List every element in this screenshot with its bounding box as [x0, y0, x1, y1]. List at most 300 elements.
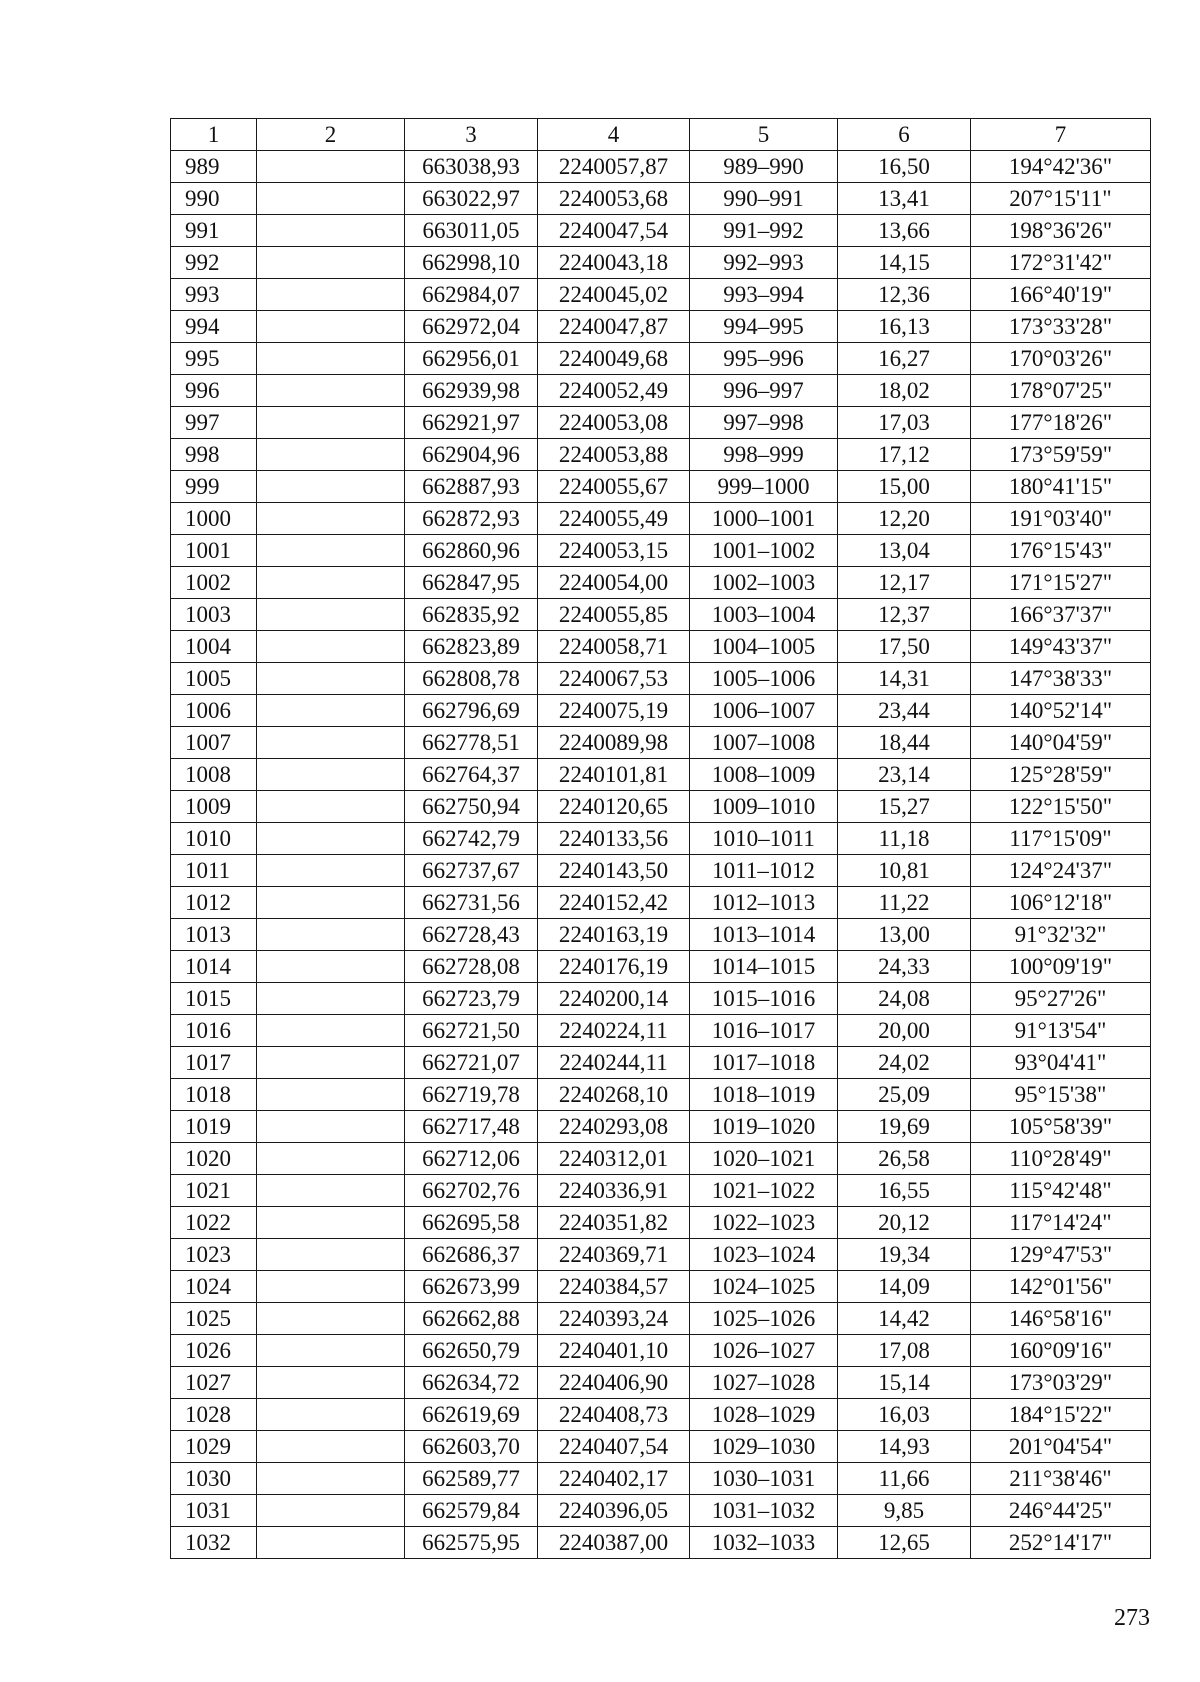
cell-column-2 — [257, 823, 405, 855]
cell-column-2 — [257, 1207, 405, 1239]
cell-column-2 — [257, 183, 405, 215]
cell-x-coordinate: 662619,69 — [405, 1399, 538, 1431]
table-row — [171, 1015, 1151, 1047]
cell-bearing: 125°28'59" — [971, 759, 1151, 791]
cell-x-coordinate: 662764,37 — [405, 759, 538, 791]
cell-bearing: 177°18'26" — [971, 407, 1151, 439]
table-row — [171, 823, 1151, 855]
cell-y-coordinate: 2240293,08 — [538, 1111, 690, 1143]
cell-x-coordinate: 662728,08 — [405, 951, 538, 983]
cell-column-2 — [257, 247, 405, 279]
table-row — [171, 247, 1151, 279]
cell-y-coordinate: 2240053,08 — [538, 407, 690, 439]
cell-y-coordinate: 2240393,24 — [538, 1303, 690, 1335]
cell-x-coordinate: 662872,93 — [405, 503, 538, 535]
cell-column-2 — [257, 983, 405, 1015]
cell-y-coordinate: 2240351,82 — [538, 1207, 690, 1239]
table-row — [171, 1335, 1151, 1367]
cell-distance: 12,65 — [838, 1527, 971, 1559]
cell-column-2 — [257, 1079, 405, 1111]
cell-y-coordinate: 2240312,01 — [538, 1143, 690, 1175]
cell-segment: 1016–1017 — [690, 1015, 838, 1047]
cell-point-number: 1004 — [171, 631, 257, 663]
cell-distance: 12,37 — [838, 599, 971, 631]
cell-x-coordinate: 662575,95 — [405, 1527, 538, 1559]
cell-x-coordinate: 662712,06 — [405, 1143, 538, 1175]
cell-y-coordinate: 2240244,11 — [538, 1047, 690, 1079]
cell-point-number: 1015 — [171, 983, 257, 1015]
cell-segment: 996–997 — [690, 375, 838, 407]
cell-x-coordinate: 662579,84 — [405, 1495, 538, 1527]
cell-point-number: 997 — [171, 407, 257, 439]
cell-segment: 1006–1007 — [690, 695, 838, 727]
cell-segment: 994–995 — [690, 311, 838, 343]
cell-x-coordinate: 662847,95 — [405, 567, 538, 599]
cell-column-2 — [257, 695, 405, 727]
cell-segment: 1015–1016 — [690, 983, 838, 1015]
table-row — [171, 919, 1151, 951]
cell-distance: 17,50 — [838, 631, 971, 663]
table-row — [171, 983, 1151, 1015]
cell-distance: 16,13 — [838, 311, 971, 343]
cell-distance: 15,14 — [838, 1367, 971, 1399]
cell-point-number: 1030 — [171, 1463, 257, 1495]
table-row — [171, 343, 1151, 375]
cell-y-coordinate: 2240268,10 — [538, 1079, 690, 1111]
cell-y-coordinate: 2240067,53 — [538, 663, 690, 695]
cell-segment: 1000–1001 — [690, 503, 838, 535]
cell-x-coordinate: 662719,78 — [405, 1079, 538, 1111]
cell-column-2 — [257, 279, 405, 311]
cell-column-2 — [257, 215, 405, 247]
cell-x-coordinate: 662939,98 — [405, 375, 538, 407]
cell-y-coordinate: 2240387,00 — [538, 1527, 690, 1559]
table-row — [171, 1207, 1151, 1239]
cell-segment: 1005–1006 — [690, 663, 838, 695]
cell-segment: 990–991 — [690, 183, 838, 215]
cell-x-coordinate: 662717,48 — [405, 1111, 538, 1143]
table-row — [171, 1495, 1151, 1527]
table-row — [171, 471, 1151, 503]
cell-x-coordinate: 662728,43 — [405, 919, 538, 951]
table-row — [171, 407, 1151, 439]
cell-x-coordinate: 662589,77 — [405, 1463, 538, 1495]
cell-x-coordinate: 662921,97 — [405, 407, 538, 439]
cell-segment: 1011–1012 — [690, 855, 838, 887]
cell-y-coordinate: 2240407,54 — [538, 1431, 690, 1463]
cell-bearing: 124°24'37" — [971, 855, 1151, 887]
table-row — [171, 631, 1151, 663]
cell-column-2 — [257, 1335, 405, 1367]
cell-segment: 1017–1018 — [690, 1047, 838, 1079]
column-header-6: 6 — [838, 119, 971, 151]
cell-segment: 1025–1026 — [690, 1303, 838, 1335]
cell-column-2 — [257, 535, 405, 567]
cell-segment: 993–994 — [690, 279, 838, 311]
cell-y-coordinate: 2240053,15 — [538, 535, 690, 567]
cell-y-coordinate: 2240057,87 — [538, 151, 690, 183]
cell-distance: 20,12 — [838, 1207, 971, 1239]
cell-bearing: 211°38'46" — [971, 1463, 1151, 1495]
cell-distance: 24,08 — [838, 983, 971, 1015]
cell-segment: 1008–1009 — [690, 759, 838, 791]
cell-distance: 16,27 — [838, 343, 971, 375]
cell-point-number: 1006 — [171, 695, 257, 727]
cell-bearing: 246°44'25" — [971, 1495, 1151, 1527]
cell-point-number: 996 — [171, 375, 257, 407]
cell-segment: 1026–1027 — [690, 1335, 838, 1367]
cell-bearing: 146°58'16" — [971, 1303, 1151, 1335]
cell-column-2 — [257, 599, 405, 631]
cell-x-coordinate: 662778,51 — [405, 727, 538, 759]
cell-distance: 11,18 — [838, 823, 971, 855]
cell-x-coordinate: 663011,05 — [405, 215, 538, 247]
cell-distance: 10,81 — [838, 855, 971, 887]
cell-y-coordinate: 2240176,19 — [538, 951, 690, 983]
cell-distance: 15,00 — [838, 471, 971, 503]
table-row — [171, 215, 1151, 247]
cell-bearing: 106°12'18" — [971, 887, 1151, 919]
cell-distance: 14,93 — [838, 1431, 971, 1463]
column-header-3: 3 — [405, 119, 538, 151]
table-row — [171, 695, 1151, 727]
table-row — [171, 279, 1151, 311]
cell-bearing: 117°14'24" — [971, 1207, 1151, 1239]
cell-point-number: 1011 — [171, 855, 257, 887]
cell-point-number: 1016 — [171, 1015, 257, 1047]
cell-column-2 — [257, 503, 405, 535]
cell-segment: 1030–1031 — [690, 1463, 838, 1495]
cell-distance: 15,27 — [838, 791, 971, 823]
cell-point-number: 1014 — [171, 951, 257, 983]
cell-segment: 1031–1032 — [690, 1495, 838, 1527]
table-row — [171, 439, 1151, 471]
cell-bearing: 171°15'27" — [971, 567, 1151, 599]
cell-distance: 13,04 — [838, 535, 971, 567]
cell-point-number: 994 — [171, 311, 257, 343]
cell-segment: 1027–1028 — [690, 1367, 838, 1399]
cell-bearing: 142°01'56" — [971, 1271, 1151, 1303]
cell-y-coordinate: 2240089,98 — [538, 727, 690, 759]
cell-bearing: 173°03'29" — [971, 1367, 1151, 1399]
cell-point-number: 1028 — [171, 1399, 257, 1431]
cell-y-coordinate: 2240053,68 — [538, 183, 690, 215]
cell-x-coordinate: 662956,01 — [405, 343, 538, 375]
cell-point-number: 992 — [171, 247, 257, 279]
cell-segment: 1019–1020 — [690, 1111, 838, 1143]
cell-point-number: 995 — [171, 343, 257, 375]
column-header-1: 1 — [171, 119, 257, 151]
cell-point-number: 1007 — [171, 727, 257, 759]
cell-distance: 16,55 — [838, 1175, 971, 1207]
cell-segment: 1002–1003 — [690, 567, 838, 599]
cell-point-number: 1019 — [171, 1111, 257, 1143]
table-row — [171, 1239, 1151, 1271]
cell-point-number: 1003 — [171, 599, 257, 631]
cell-segment: 1021–1022 — [690, 1175, 838, 1207]
cell-x-coordinate: 662650,79 — [405, 1335, 538, 1367]
cell-bearing: 180°41'15" — [971, 471, 1151, 503]
cell-point-number: 1020 — [171, 1143, 257, 1175]
table-row — [171, 1079, 1151, 1111]
cell-x-coordinate: 662972,04 — [405, 311, 538, 343]
cell-y-coordinate: 2240047,54 — [538, 215, 690, 247]
cell-bearing: 252°14'17" — [971, 1527, 1151, 1559]
cell-distance: 14,42 — [838, 1303, 971, 1335]
cell-y-coordinate: 2240133,56 — [538, 823, 690, 855]
cell-distance: 12,36 — [838, 279, 971, 311]
cell-x-coordinate: 663022,97 — [405, 183, 538, 215]
cell-y-coordinate: 2240058,71 — [538, 631, 690, 663]
table-row — [171, 535, 1151, 567]
cell-bearing: 172°31'42" — [971, 247, 1151, 279]
cell-y-coordinate: 2240408,73 — [538, 1399, 690, 1431]
cell-y-coordinate: 2240049,68 — [538, 343, 690, 375]
cell-bearing: 117°15'09" — [971, 823, 1151, 855]
cell-y-coordinate: 2240052,49 — [538, 375, 690, 407]
cell-point-number: 1031 — [171, 1495, 257, 1527]
table-body — [171, 151, 1151, 1559]
cell-y-coordinate: 2240055,85 — [538, 599, 690, 631]
cell-x-coordinate: 662662,88 — [405, 1303, 538, 1335]
cell-segment: 1003–1004 — [690, 599, 838, 631]
cell-bearing: 201°04'54" — [971, 1431, 1151, 1463]
cell-point-number: 1024 — [171, 1271, 257, 1303]
cell-column-2 — [257, 1143, 405, 1175]
cell-bearing: 95°27'26" — [971, 983, 1151, 1015]
page-number: 273 — [1114, 1605, 1150, 1631]
cell-y-coordinate: 2240045,02 — [538, 279, 690, 311]
cell-column-2 — [257, 1527, 405, 1559]
cell-point-number: 990 — [171, 183, 257, 215]
cell-segment: 997–998 — [690, 407, 838, 439]
cell-bearing: 110°28'49" — [971, 1143, 1151, 1175]
cell-distance: 18,44 — [838, 727, 971, 759]
cell-column-2 — [257, 727, 405, 759]
cell-bearing: 129°47'53" — [971, 1239, 1151, 1271]
cell-bearing: 166°37'37" — [971, 599, 1151, 631]
cell-point-number: 1012 — [171, 887, 257, 919]
cell-x-coordinate: 663038,93 — [405, 151, 538, 183]
cell-column-2 — [257, 887, 405, 919]
cell-x-coordinate: 662823,89 — [405, 631, 538, 663]
table-row — [171, 1399, 1151, 1431]
cell-point-number: 1027 — [171, 1367, 257, 1399]
cell-point-number: 1029 — [171, 1431, 257, 1463]
cell-bearing: 95°15'38" — [971, 1079, 1151, 1111]
cell-bearing: 207°15'11" — [971, 183, 1151, 215]
cell-segment: 1009–1010 — [690, 791, 838, 823]
cell-bearing: 147°38'33" — [971, 663, 1151, 695]
cell-y-coordinate: 2240336,91 — [538, 1175, 690, 1207]
cell-y-coordinate: 2240163,19 — [538, 919, 690, 951]
cell-column-2 — [257, 311, 405, 343]
cell-y-coordinate: 2240224,11 — [538, 1015, 690, 1047]
cell-bearing: 191°03'40" — [971, 503, 1151, 535]
cell-column-2 — [257, 1399, 405, 1431]
cell-distance: 17,12 — [838, 439, 971, 471]
cell-point-number: 1032 — [171, 1527, 257, 1559]
cell-x-coordinate: 662742,79 — [405, 823, 538, 855]
cell-segment: 1014–1015 — [690, 951, 838, 983]
table-row — [171, 1111, 1151, 1143]
cell-x-coordinate: 662721,50 — [405, 1015, 538, 1047]
cell-column-2 — [257, 1175, 405, 1207]
cell-segment: 992–993 — [690, 247, 838, 279]
coordinates-table — [170, 118, 1151, 1559]
cell-column-2 — [257, 1015, 405, 1047]
cell-point-number: 999 — [171, 471, 257, 503]
cell-segment: 1024–1025 — [690, 1271, 838, 1303]
cell-y-coordinate: 2240402,17 — [538, 1463, 690, 1495]
cell-distance: 20,00 — [838, 1015, 971, 1047]
cell-distance: 17,08 — [838, 1335, 971, 1367]
table-row — [171, 503, 1151, 535]
cell-column-2 — [257, 1303, 405, 1335]
cell-column-2 — [257, 151, 405, 183]
cell-x-coordinate: 662835,92 — [405, 599, 538, 631]
cell-segment: 998–999 — [690, 439, 838, 471]
cell-point-number: 1000 — [171, 503, 257, 535]
cell-x-coordinate: 662796,69 — [405, 695, 538, 727]
cell-bearing: 176°15'43" — [971, 535, 1151, 567]
cell-column-2 — [257, 1367, 405, 1399]
cell-point-number: 1017 — [171, 1047, 257, 1079]
cell-point-number: 1026 — [171, 1335, 257, 1367]
cell-distance: 17,03 — [838, 407, 971, 439]
cell-point-number: 998 — [171, 439, 257, 471]
cell-x-coordinate: 662673,99 — [405, 1271, 538, 1303]
cell-distance: 23,14 — [838, 759, 971, 791]
cell-point-number: 1005 — [171, 663, 257, 695]
cell-segment: 991–992 — [690, 215, 838, 247]
cell-bearing: 91°32'32" — [971, 919, 1151, 951]
cell-segment: 995–996 — [690, 343, 838, 375]
table-row — [171, 567, 1151, 599]
cell-bearing: 170°03'26" — [971, 343, 1151, 375]
table-row — [171, 311, 1151, 343]
table-row — [171, 951, 1151, 983]
cell-y-coordinate: 2240055,49 — [538, 503, 690, 535]
cell-distance: 24,33 — [838, 951, 971, 983]
table-row — [171, 1431, 1151, 1463]
cell-point-number: 991 — [171, 215, 257, 247]
cell-y-coordinate: 2240053,88 — [538, 439, 690, 471]
table-row — [171, 855, 1151, 887]
cell-bearing: 173°33'28" — [971, 311, 1151, 343]
cell-y-coordinate: 2240120,65 — [538, 791, 690, 823]
cell-column-2 — [257, 663, 405, 695]
cell-y-coordinate: 2240152,42 — [538, 887, 690, 919]
cell-segment: 1001–1002 — [690, 535, 838, 567]
table-row — [171, 887, 1151, 919]
cell-bearing: 91°13'54" — [971, 1015, 1151, 1047]
cell-segment: 1028–1029 — [690, 1399, 838, 1431]
cell-x-coordinate: 662984,07 — [405, 279, 538, 311]
cell-column-2 — [257, 1111, 405, 1143]
cell-column-2 — [257, 1431, 405, 1463]
cell-y-coordinate: 2240054,00 — [538, 567, 690, 599]
cell-distance: 12,17 — [838, 567, 971, 599]
cell-segment: 1018–1019 — [690, 1079, 838, 1111]
cell-x-coordinate: 662603,70 — [405, 1431, 538, 1463]
cell-x-coordinate: 662737,67 — [405, 855, 538, 887]
cell-point-number: 993 — [171, 279, 257, 311]
cell-point-number: 1022 — [171, 1207, 257, 1239]
cell-bearing: 198°36'26" — [971, 215, 1151, 247]
cell-x-coordinate: 662723,79 — [405, 983, 538, 1015]
cell-point-number: 1025 — [171, 1303, 257, 1335]
cell-y-coordinate: 2240075,19 — [538, 695, 690, 727]
cell-point-number: 1021 — [171, 1175, 257, 1207]
cell-column-2 — [257, 471, 405, 503]
cell-y-coordinate: 2240055,67 — [538, 471, 690, 503]
cell-bearing: 100°09'19" — [971, 951, 1151, 983]
cell-segment: 1007–1008 — [690, 727, 838, 759]
cell-column-2 — [257, 1239, 405, 1271]
cell-point-number: 1023 — [171, 1239, 257, 1271]
cell-column-2 — [257, 919, 405, 951]
cell-bearing: 160°09'16" — [971, 1335, 1151, 1367]
cell-bearing: 140°52'14" — [971, 695, 1151, 727]
cell-distance: 12,20 — [838, 503, 971, 535]
table-row — [171, 599, 1151, 631]
cell-distance: 13,00 — [838, 919, 971, 951]
cell-x-coordinate: 662887,93 — [405, 471, 538, 503]
cell-segment: 999–1000 — [690, 471, 838, 503]
cell-column-2 — [257, 759, 405, 791]
cell-distance: 26,58 — [838, 1143, 971, 1175]
table-row — [171, 375, 1151, 407]
cell-distance: 16,03 — [838, 1399, 971, 1431]
table-row — [171, 759, 1151, 791]
cell-bearing: 122°15'50" — [971, 791, 1151, 823]
table-row — [171, 1047, 1151, 1079]
table-row — [171, 1271, 1151, 1303]
cell-distance: 14,31 — [838, 663, 971, 695]
cell-segment: 1004–1005 — [690, 631, 838, 663]
cell-y-coordinate: 2240401,10 — [538, 1335, 690, 1367]
table-row — [171, 1175, 1151, 1207]
cell-point-number: 1018 — [171, 1079, 257, 1111]
table-row — [171, 151, 1151, 183]
cell-column-2 — [257, 343, 405, 375]
cell-distance: 11,22 — [838, 887, 971, 919]
cell-bearing: 115°42'48" — [971, 1175, 1151, 1207]
cell-distance: 18,02 — [838, 375, 971, 407]
cell-x-coordinate: 662686,37 — [405, 1239, 538, 1271]
cell-x-coordinate: 662695,58 — [405, 1207, 538, 1239]
cell-distance: 13,66 — [838, 215, 971, 247]
cell-point-number: 1013 — [171, 919, 257, 951]
table-row — [171, 183, 1151, 215]
cell-x-coordinate: 662750,94 — [405, 791, 538, 823]
cell-segment: 989–990 — [690, 151, 838, 183]
cell-distance: 9,85 — [838, 1495, 971, 1527]
cell-column-2 — [257, 791, 405, 823]
table-row — [171, 727, 1151, 759]
column-header-4: 4 — [538, 119, 690, 151]
cell-segment: 1012–1013 — [690, 887, 838, 919]
table-row — [171, 791, 1151, 823]
table-header-row — [171, 119, 1151, 151]
cell-distance: 24,02 — [838, 1047, 971, 1079]
cell-point-number: 1001 — [171, 535, 257, 567]
cell-point-number: 1002 — [171, 567, 257, 599]
cell-distance: 14,15 — [838, 247, 971, 279]
cell-column-2 — [257, 1271, 405, 1303]
cell-y-coordinate: 2240043,18 — [538, 247, 690, 279]
